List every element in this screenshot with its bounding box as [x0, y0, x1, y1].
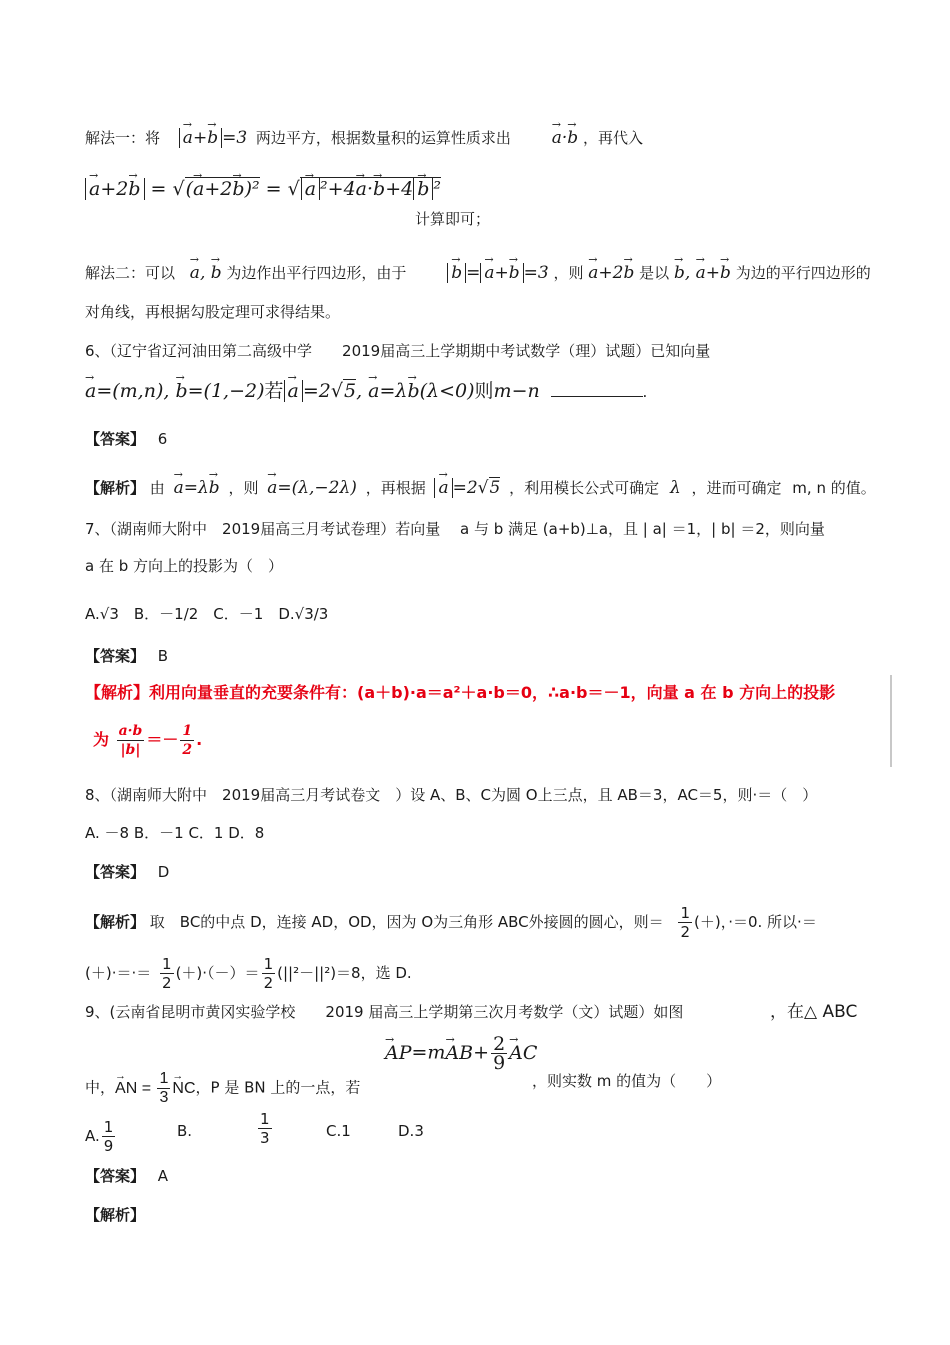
formula-ab: → a, → b: [190, 263, 222, 283]
q9-zhong: 中，: [85, 1078, 116, 1097]
q8-expl-4: (＋)·（－）＝: [175, 964, 260, 982]
q7-title: 7、（湖南师大附中 2019届高三月考试卷理）若向量 a 与 b 满足 (a+b)⊥a，且 | a| ＝1，| b| ＝2，则向量: [85, 520, 825, 538]
method-one-tail: ，再代入: [582, 129, 643, 147]
q6-cond-ruo: 若: [264, 380, 284, 402]
formula-dot: → a·→ b: [552, 128, 578, 148]
q6-explanation: 【解析】 由 → a=λ→ b ，则 → a=(λ,−2λ) ，再根据 → a =2√5 ，利用模长公式可确定 λ ，进而可确定 m, n 的值。: [85, 477, 876, 499]
q7-red-line-1: 【解析】利用向量垂直的充要条件有：(a＋b)·a＝a²＋a·b＝0，∴a·b＝－1，向量 a 在 b 方向上的投影: [85, 683, 836, 702]
answer-label: 【答案】: [85, 647, 146, 665]
method-two-intro: 解法二：可以: [85, 264, 176, 282]
answer-label: 【答案】: [85, 430, 146, 448]
answer-label: 【答案】: [85, 1167, 146, 1185]
q9-option-b-value: $\frac{1}{3}$: [260, 1110, 270, 1147]
method-two-tail: 为边的平行四边形的: [735, 264, 871, 282]
method-two-line: [85, 262, 871, 284]
method-two-then: ，则: [553, 264, 584, 282]
q7-title-2: a 在 b 方向上的投影为（ ）: [85, 557, 284, 575]
q6-condition: → a=(m,n), → b=(1,−2)若→ a =2√5, → a=λ→ b(λ<0)则m−n .: [85, 380, 647, 403]
method-one-line: [85, 127, 643, 149]
q9-option-c: C.1: [326, 1122, 351, 1140]
q9-option-a: A.: [85, 1127, 100, 1145]
q9-answer: [85, 1165, 168, 1187]
q8-options: A. －8 B．－1 C．1 D．8: [85, 824, 265, 842]
method-one-intro: 解法一：将: [85, 129, 161, 147]
q7-options: A.√3 B．－1/2 C．－1 D.√3/3: [85, 605, 329, 623]
explanation-label: 【解析】: [85, 913, 146, 931]
formula-equal-norms: → b =→ a+→ b =3: [447, 263, 548, 283]
answer-blank: [551, 382, 643, 397]
q6-expl-1: 由: [149, 479, 165, 497]
q9-options: A. $\frac{1}{9}$: [85, 1118, 114, 1155]
q7-answer: [85, 645, 168, 667]
q9-option-b: B.: [177, 1122, 193, 1140]
q6-cond-ze: 则: [474, 380, 494, 402]
q9-line-2-end: ，则实数 m 的值为（ ）: [532, 1072, 722, 1090]
q6-title: 6、（辽宁省辽河油田第二高级中学 2019届高三上学期期中考试数学（理）试题）已知向量: [85, 342, 711, 360]
q7-red-prefix: 为: [93, 730, 110, 749]
q8-answer-value: D: [157, 863, 170, 881]
q8-expl-3: (＋)·＝·＝: [85, 964, 152, 982]
q8-title: 8、（湖南师大附中 2019届高三月考试卷文 ）设 A、B、C为圆 O上三点，且 AB＝3，AC＝5，则·＝（ ）: [85, 786, 818, 804]
q9-title-right: ，在△ ABC: [770, 1002, 858, 1022]
q9-mid: ，P 是 BN 上的一点，若: [195, 1078, 361, 1097]
answer-label: 【答案】: [85, 863, 146, 881]
q9-answer-value: A: [157, 1167, 169, 1185]
q6-expl-4: ，利用模长公式可确定: [509, 479, 660, 497]
q9-option-d: D.3: [398, 1122, 424, 1140]
method-two-line-2: 对角线，再根据勾股定理可求得结果。: [85, 303, 341, 321]
q8-answer: [85, 861, 169, 883]
method-one-text: 两边平方，根据数量积的运算性质求出: [255, 129, 511, 147]
formula-expansion: → a+2→ b = √(→ a+2→ b)² = √→ a ²+4→ a·→ b+4→ b ²: [85, 178, 441, 200]
q9-line-2: 中，→ AN = $\frac{1}{3}$ → NC，P 是 BN 上的一点，若: [85, 1070, 360, 1107]
q7-answer-value: B: [157, 647, 169, 665]
q6-expl-3: ，再根据: [365, 479, 426, 497]
method-two-is: 是以: [639, 264, 670, 282]
q8-expl-1: 取 BC的中点 D，连接 AD，OD，因为 O为三角形 ABC外接圆的圆心，则＝: [149, 913, 664, 931]
q9-title: 9、(云南省昆明市黄冈实验学校 2019 届高三上学期第三次月考数学（文）试题）如图: [85, 1003, 684, 1021]
q7-red-line-2: 为 $\frac{a\cdot b}{|b|}$ ＝－ $\frac{1}{2}$ .: [93, 723, 203, 758]
formula-sides: → b, → a+→ b: [674, 263, 731, 283]
q6-answer-value: 6: [157, 430, 168, 448]
q8-expl-5: (||²－||²)＝8，选 D.: [277, 964, 412, 982]
formula-a-plus-2b: → a+2→ b: [588, 263, 634, 283]
q8-expl-2: (＋)，·＝0. 所以·＝: [694, 913, 817, 931]
formula-abs-sum: → a+→ b =3: [179, 128, 247, 148]
q6-expl-6: m, n 的值。: [792, 479, 876, 497]
explanation-label: 【解析】: [85, 1206, 146, 1224]
q8-explanation-2: (＋)·＝·＝ $\frac{1}{2}$ (＋)·（－）＝ $\frac{1}{2}$ (||²－||²)＝8，选 D.: [85, 955, 412, 992]
q9-vector-equation: → AP=m→ AB+ $\frac{2}{9}$ → AC: [385, 1035, 537, 1072]
method-two-text: 为边作出平行四边形，由于: [226, 264, 407, 282]
q6-expl-2: ，则: [228, 479, 259, 497]
compute-text: 计算即可；: [415, 210, 491, 228]
q9-explanation-label: [85, 1204, 145, 1226]
q6-expl-5: ，进而可确定: [691, 479, 782, 497]
q6-answer: [85, 428, 167, 450]
explanation-label: 【解析】: [85, 479, 146, 497]
q8-explanation-1: 【解析】 取 BC的中点 D，连接 AD，OD，因为 O为三角形 ABC外接圆的圆心，则＝ $\frac{1}{2}$ (＋)，·＝0. 所以·＝: [85, 904, 817, 941]
